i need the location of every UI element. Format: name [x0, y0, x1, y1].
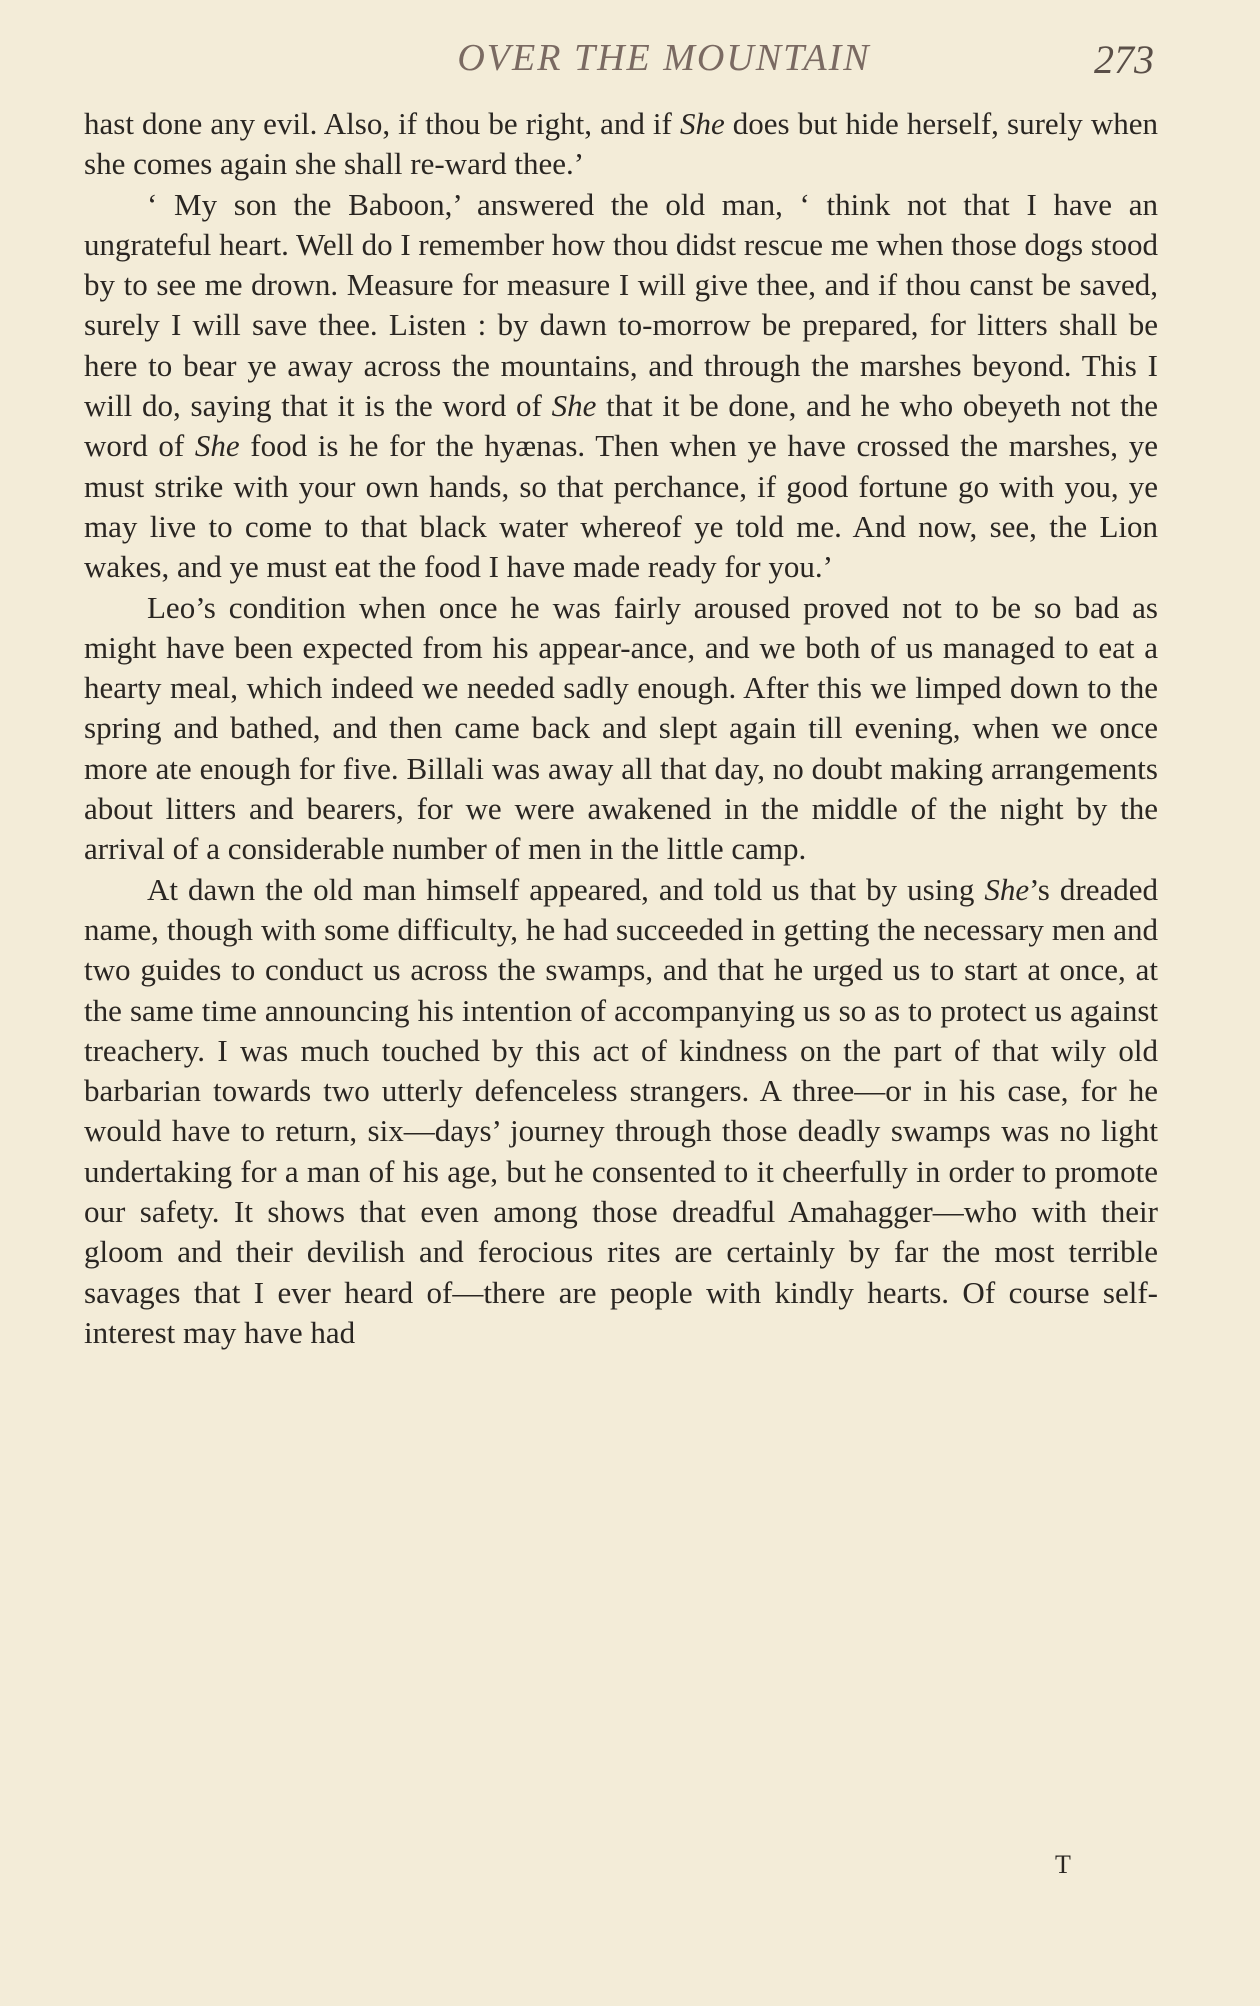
italic-name: She	[194, 428, 240, 464]
running-title: OVER THE MOUNTAIN	[457, 37, 871, 79]
signature-mark: T	[1055, 1850, 1072, 1879]
paragraph	[84, 588, 1158, 870]
paragraph-text: Leo’s condition when once he was fairly aroused proved not to be so bad as might have been expected from his appear-ance, and we both of us managed to eat a hearty meal, which indeed we needed sadly enough. After this we limped down to the spring and bathed, and then came back and slept again till evening, when we once more ate enough for five. Billali was away all that day, no doubt making arrangements about litters and bearers, for we were awakened in the middle of the night by the arrival of a considerable number of men in the little camp.	[84, 589, 1158, 867]
paragraph-text: does but hide herself, surely when she comes again she shall re-ward thee.’	[84, 106, 1158, 182]
paragraph	[84, 870, 1158, 1354]
italic-name: She	[679, 106, 725, 141]
paragraph	[84, 185, 1158, 588]
text-body	[84, 104, 1158, 1353]
paragraph-text: food is he for the hyænas. Then when ye have crossed the marshes, ye must strike with your own hands, so that perchance, if good fortune go with you, ye may live to come to that black water whereof ye told me. And now, see, the Lion wakes, and ye must eat the food I have made ready for you.’	[84, 428, 1158, 585]
paragraph-text: that it be done, and he who obeyeth not the word of	[84, 388, 1158, 464]
paragraph	[84, 104, 1158, 185]
page-number: 273	[1094, 37, 1154, 82]
paragraph-text: ‘ My son the Baboon,’ answered the old man, ‘ think not that I have an ungrateful heart. Well do I remember how thou didst rescue me when those dogs stood by to see me drown. Measure for measure I will give thee, and if thou canst be saved, surely I will save thee. Listen : by dawn to-morrow be prepared, for litters shall be here to bear ye away across the mountains, and through the marshes beyond. This I will do, saying that it is the word of	[84, 186, 1158, 424]
paragraph-text: ’s dreaded name, though with some difficulty, he had succeeded in getting the necessary men and two guides to conduct us across the swamps, and that he urged us to start at once, at the same time announcing his intention of accompanying us so as to protect us against treachery. I was much touched by this act of kindness on the part of that wily old barbarian towards two utterly defenceless strangers. A three—or in his case, for he would have to return, six—days’ journey through those deadly swamps was no light undertaking for a man of his age, but he consented to it cheerfully in order to promote our safety. It shows that even among those dreadful Amahagger—who with their gloom and their devilish and ferocious rites are certainly by far the most terrible savages that I ever heard of—there are people with kindly hearts. Of course self-interest may have had	[84, 871, 1158, 1350]
italic-name: She	[551, 388, 597, 424]
running-head	[84, 28, 1154, 98]
paragraph-text: At dawn the old man himself appeared, and told us that by using	[147, 871, 985, 907]
paragraph-text: hast done any evil. Also, if thou be right, and if	[84, 106, 680, 141]
italic-name: She	[984, 871, 1030, 907]
